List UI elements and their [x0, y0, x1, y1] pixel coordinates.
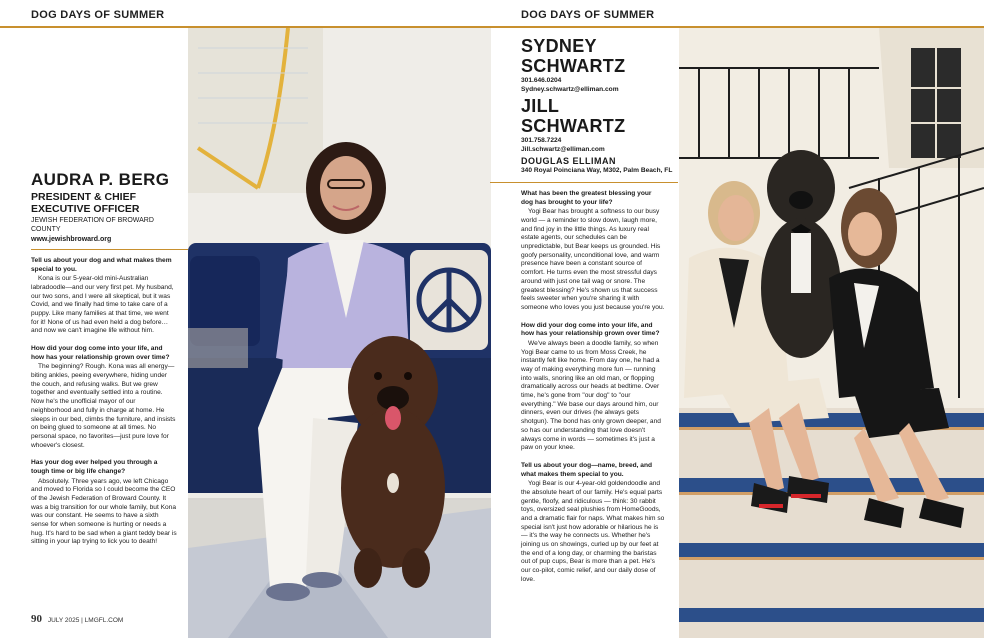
agent-email-2[interactable]: Jill.schwartz@elliman.com — [521, 146, 605, 153]
agent-email-1[interactable]: Sydney.schwartz@elliman.com — [521, 86, 619, 93]
portrait-photo-audra-with-dog — [188, 28, 491, 638]
agent-phone-1[interactable]: 301.646.0204 — [521, 77, 562, 84]
profile-organization: JEWISH FEDERATION OF BROWARD COUNTY — [31, 217, 154, 233]
question-3: Has your dog ever helped you through a tough time or big life change? — [31, 459, 158, 475]
divider — [490, 182, 678, 183]
answer-2: We've always been a doodle family, so when Yogi Bear came to us from Moss Creek, he instantly felt like home. From day one, he had a way of making everything more fun — running into walls, snoring like an old man, or flopping dramatically across our heads at bedtime. Over time, he's gone from "our dog" to "our everything." We base our days around him, our dinners, even our drives (he always gets shotgun). The bond has only grown deeper, and so has our understanding that love doesn't always come in words — sometimes it's just a paw on your knee. — [521, 339, 661, 452]
answer-1: Kona is our 5-year-old mini-Australian labradoodle—and our very first pet. My husband, our two sons, and I were all skeptical, but it was Covid, and we finally had time to take care of a puppy. Like many families at that time, we went for it! None of us had even held a dog before… and now we can't imagine life without him. — [31, 275, 174, 335]
question-2: How did your dog come into your life, and how has your relationship grown over time? — [31, 345, 170, 361]
section-title-right: DOG DAYS OF SUMMER — [521, 9, 655, 21]
profile-website-link[interactable]: www.jewishbroward.org — [31, 236, 112, 243]
profile-name: AUDRA P. BERG — [31, 170, 170, 189]
profile-left — [31, 170, 177, 556]
question-1: Tell us about your dog and what makes them special to you. — [31, 257, 172, 273]
agent-name-1: SYDNEY SCHWARTZ — [521, 36, 626, 76]
page-footer — [31, 613, 123, 625]
profile-right — [521, 36, 673, 594]
agent-name-2: JILL SCHWARTZ — [521, 96, 626, 136]
answer-2: The beginning? Rough. Kona was all energy—biting ankles, peeing everywhere, hiding under the couch, and refusing walks. But we grew together and eventually settled into a routine. Now he's the unofficial mayor of our neighborhood and fully in charge at home. He sleeps in our bed, climbs the furniture, and insists on being glued to someone at all times. No personal space, no favorites—just pure love for whoever's closest. — [31, 363, 176, 449]
divider — [31, 249, 208, 250]
brokerage-name: DOUGLAS ELLIMAN — [521, 156, 616, 166]
profile-role: PRESIDENT & CHIEF EXECUTIVE OFFICER — [31, 191, 140, 215]
answer-1: Yogi Bear has brought a softness to our busy world — a reminder to slow down, laugh more, and find joy in the little things. As luxury real estate agents, our schedules can be unpredictable, but Bear keeps us grounded. His goofy personality, unconditional love, and warm presence have been a constant source of comfort. He turns even the most stressful days around with just one tail wag or snore. The greatest blessing? He's shown us that success feels sweeter when you're sharing it with someone who loves you just because you're you. — [521, 208, 665, 311]
issue-info: JULY 2025 | LMGFL.COM — [47, 617, 124, 624]
agent-phone-2[interactable]: 301.758.7224 — [521, 137, 562, 144]
question-2: How did your dog come into your life, and how has your relationship grown over time? — [521, 321, 660, 338]
portrait-photo-schwartz-with-dog — [679, 28, 984, 638]
question-3: Tell us about your dog—name, breed, and what makes them special to you. — [521, 461, 653, 478]
question-1: What has been the greatest blessing your dog has brought to your life? — [521, 190, 652, 206]
page-number: 90 — [31, 613, 42, 625]
brokerage-address: 340 Royal Poinciana Way, M302, Palm Beach, FL — [521, 167, 673, 174]
magazine-header — [0, 0, 984, 28]
answer-3: Yogi Bear is our 4-year-old goldendoodle and the absolute heart of our family. He's equal parts gentle, floofy, and ridiculous — think: 30 rabbit toys, oversized seal plushies from HomeGoods, and a dramatic flair for naps. What makes him so special isn't just how adorable or hilarious he is — it's the way he connects us. Whether he's joining us on showings, curled up by our feet at the end of a long day, or charming the baristas out of pup cups, Bear is more than a pet. He's our co-pilot, comic relief, and our daily dose of love. — [521, 480, 665, 583]
answer-3: Absolutely. Three years ago, we left Chicago and moved to Florida so I could become the CEO of the Jewish Federation of Broward County. It was a big transition for our whole family, but Kona was our constant. He seems to have a sixth sense for when someone is hurting or needs a hug. It's hard to be sad when a giant teddy bear is sitting in your lap trying to lick you to death! — [31, 477, 177, 546]
section-title-left: DOG DAYS OF SUMMER — [31, 9, 165, 21]
